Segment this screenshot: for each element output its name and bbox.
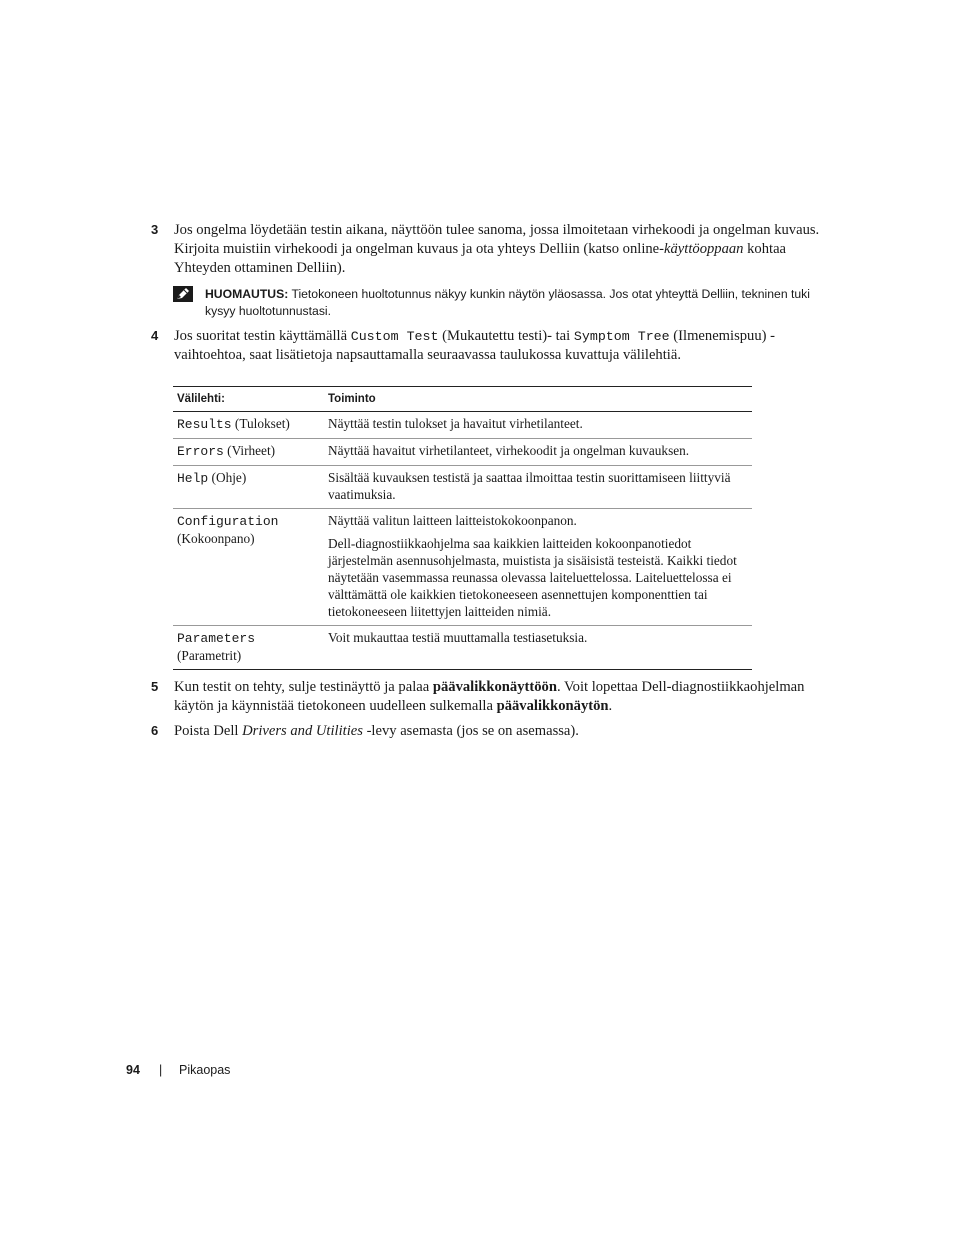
table-header-row	[173, 387, 752, 412]
pencil-note-icon	[173, 286, 193, 302]
step-number: 3	[151, 222, 159, 237]
code-term: Errors	[177, 444, 224, 459]
step-text: Jos suoritat testin käyttämällä Custom Test (Mukautettu testi)- tai Symptom Tree (Ilmenemispuu) -vaihtoehtoa, saat lisätietoja napsauttamalla seuraavassa taulukossa kuvattuja välilehtiä.	[174, 328, 776, 363]
italic-term: Drivers and Utilities	[242, 723, 363, 739]
step-text: Poista Dell Drivers and Utilities -levy asemasta (jos se on asemassa).	[174, 723, 579, 739]
note-label: HUOMAUTUS:	[205, 287, 289, 301]
table-header: Toiminto	[324, 387, 752, 412]
tabs-table	[173, 386, 752, 670]
code-term: Help	[177, 471, 209, 486]
step-number: 4	[151, 328, 159, 343]
function-cell: Sisältää kuvauksen testistä ja saattaa ilmoittaa testin suorittamiseen liittyviä vaatimuksia.	[324, 466, 752, 509]
table-row	[173, 439, 752, 466]
bold-term: päävalikkonäyttöön	[432, 679, 557, 695]
code-term: Custom Test	[350, 329, 439, 344]
step-number: 6	[151, 723, 159, 738]
note-text: HUOMAUTUS: Tietokoneen huoltotunnus näkyy kunkin näytön yläosassa. Jos otat yhteyttä Delliin, tekninen tuki kysyy huoltotunnustasi.	[205, 287, 810, 318]
table-row	[173, 412, 752, 439]
table-row	[173, 466, 752, 509]
tab-name-cell: Results (Tulokset)	[173, 412, 324, 439]
footer-separator: |	[159, 1063, 163, 1077]
table-row	[173, 509, 752, 626]
step-text: Jos ongelma löydetään testin aikana, näyttöön tulee sanoma, jossa ilmoitetaan virhekoodi ja ongelman kuvaus. Kirjoita muistiin virhekoodi ja ongelman kuvaus ja ota yhteys Delliin (katso online-käyttöoppaan kohtaa Yhteyden ottaminen Delliin).	[174, 222, 820, 276]
page-number: 94	[126, 1063, 140, 1077]
step-number: 5	[151, 679, 159, 694]
tab-name-cell: Errors (Virheet)	[173, 439, 324, 466]
bold-term: päävalikkonäytön	[496, 698, 609, 714]
step-text: Kun testit on tehty, sulje testinäyttö ja palaa päävalikkonäyttöön. Voit lopettaa Dell-diagnostiikkaohjelman käytön ja käynnistää tietokoneen uudelleen sulkemalla päävalikkonäytön.	[174, 679, 805, 714]
italic-term: käyttöoppaan	[664, 241, 744, 257]
function-cell: Näyttää valitun laitteen laitteistokokoonpanon. Dell-diagnostiikkaohjelma saa kaikkien laitteiden kokoonpanotiedot järjestelmän asennusohjelmasta, muistista ja sisäisistä testeistä. Kaikki tiedot näytetään vasemmassa reunassa olevassa laiteluettelossa. Laiteluettelossa ei välttämättä ole kaikkien tietokoneeseen asennettujen komponenttien tai tietokoneeseen liitettyjen laitteiden nimiä.	[324, 509, 752, 626]
tab-name-cell: Help (Ohje)	[173, 466, 324, 509]
tab-name-cell: Configuration (Kokoonpano)	[173, 509, 324, 626]
function-cell: Näyttää havaitut virhetilanteet, virhekoodit ja ongelman kuvauksen.	[324, 439, 752, 466]
code-term: Configuration	[177, 514, 279, 529]
code-term: Results	[177, 417, 232, 432]
code-term: Parameters	[177, 631, 256, 646]
tab-name-cell: Parameters (Parametrit)	[173, 626, 324, 670]
section-title: Pikaopas	[179, 1063, 231, 1077]
table-row	[173, 626, 752, 670]
function-cell: Näyttää testin tulokset ja havaitut virhetilanteet.	[324, 412, 752, 439]
code-term: Symptom Tree	[573, 329, 670, 344]
function-cell: Voit mukauttaa testiä muuttamalla testiasetuksia.	[324, 626, 752, 670]
table-header: Välilehti:	[173, 387, 324, 412]
